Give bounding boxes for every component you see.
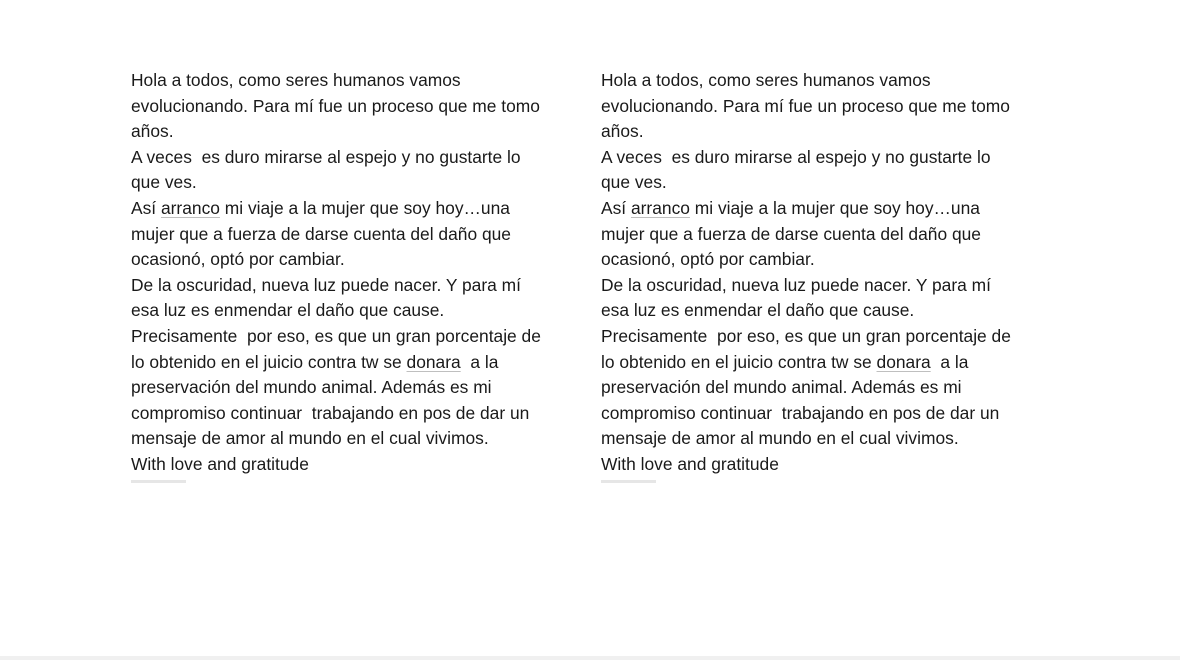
text-line: Precisamente por eso, es que un gran porcentaje de bbox=[131, 325, 541, 346]
signature-line: With love and gratitude bbox=[601, 453, 779, 474]
text-line: Precisamente por eso, es que un gran porcentaje de bbox=[601, 325, 1011, 346]
text-line: lo obtenido en el juicio contra tw se donara a la bbox=[131, 351, 499, 372]
faint-mark bbox=[131, 480, 186, 483]
text-line: esa luz es enmendar el daño que cause. bbox=[131, 300, 445, 321]
text-line: Así arranco mi viaje a la mujer que soy hoy…una bbox=[131, 197, 510, 218]
text-line: mujer que a fuerza de darse cuenta del daño que bbox=[601, 223, 981, 244]
text-line: A veces es duro mirarse al espejo y no gustarte lo bbox=[131, 146, 521, 167]
page-bottom-edge bbox=[0, 656, 1180, 660]
text-line: ocasionó, optó por cambiar. bbox=[131, 249, 345, 270]
text-line: evolucionando. Para mí fue un proceso que me tomo bbox=[601, 95, 1010, 116]
text-line: preservación del mundo animal. Además es mi bbox=[131, 377, 492, 398]
faint-mark bbox=[601, 480, 656, 483]
text-line: años. bbox=[131, 121, 174, 142]
spellcheck-underlined-word: donara bbox=[406, 351, 461, 372]
text-column-left bbox=[131, 68, 591, 483]
text-line: Hola a todos, como seres humanos vamos bbox=[131, 70, 461, 90]
text-line: De la oscuridad, nueva luz puede nacer. Y para mí bbox=[601, 274, 991, 295]
text-line: A veces es duro mirarse al espejo y no gustarte lo bbox=[601, 146, 991, 167]
signature-line: With love and gratitude bbox=[131, 453, 309, 474]
text-line: preservación del mundo animal. Además es mi bbox=[601, 377, 962, 398]
text-line: compromiso continuar trabajando en pos de dar un bbox=[131, 402, 530, 423]
text-line: compromiso continuar trabajando en pos de dar un bbox=[601, 402, 1000, 423]
text-line: Así arranco mi viaje a la mujer que soy hoy…una bbox=[601, 197, 980, 218]
text-line: Hola a todos, como seres humanos vamos bbox=[601, 70, 931, 90]
text-line: mujer que a fuerza de darse cuenta del daño que bbox=[131, 223, 511, 244]
spellcheck-underlined-word: arranco bbox=[160, 197, 220, 218]
text-line: mensaje de amor al mundo en el cual vivimos. bbox=[131, 428, 489, 449]
text-line: que ves. bbox=[131, 172, 197, 193]
spellcheck-underlined-word: donara bbox=[876, 351, 931, 372]
text-line: lo obtenido en el juicio contra tw se donara a la bbox=[601, 351, 969, 372]
spellcheck-underlined-word: arranco bbox=[630, 197, 690, 218]
text-line: ocasionó, optó por cambiar. bbox=[601, 249, 815, 270]
text-line: mensaje de amor al mundo en el cual vivimos. bbox=[601, 428, 959, 449]
text-line: años. bbox=[601, 121, 644, 142]
text-line: esa luz es enmendar el daño que cause. bbox=[601, 300, 915, 321]
text-line: De la oscuridad, nueva luz puede nacer. Y para mí bbox=[131, 274, 521, 295]
text-line: evolucionando. Para mí fue un proceso que me tomo bbox=[131, 95, 540, 116]
text-column-right bbox=[601, 68, 1061, 483]
text-line: que ves. bbox=[601, 172, 667, 193]
